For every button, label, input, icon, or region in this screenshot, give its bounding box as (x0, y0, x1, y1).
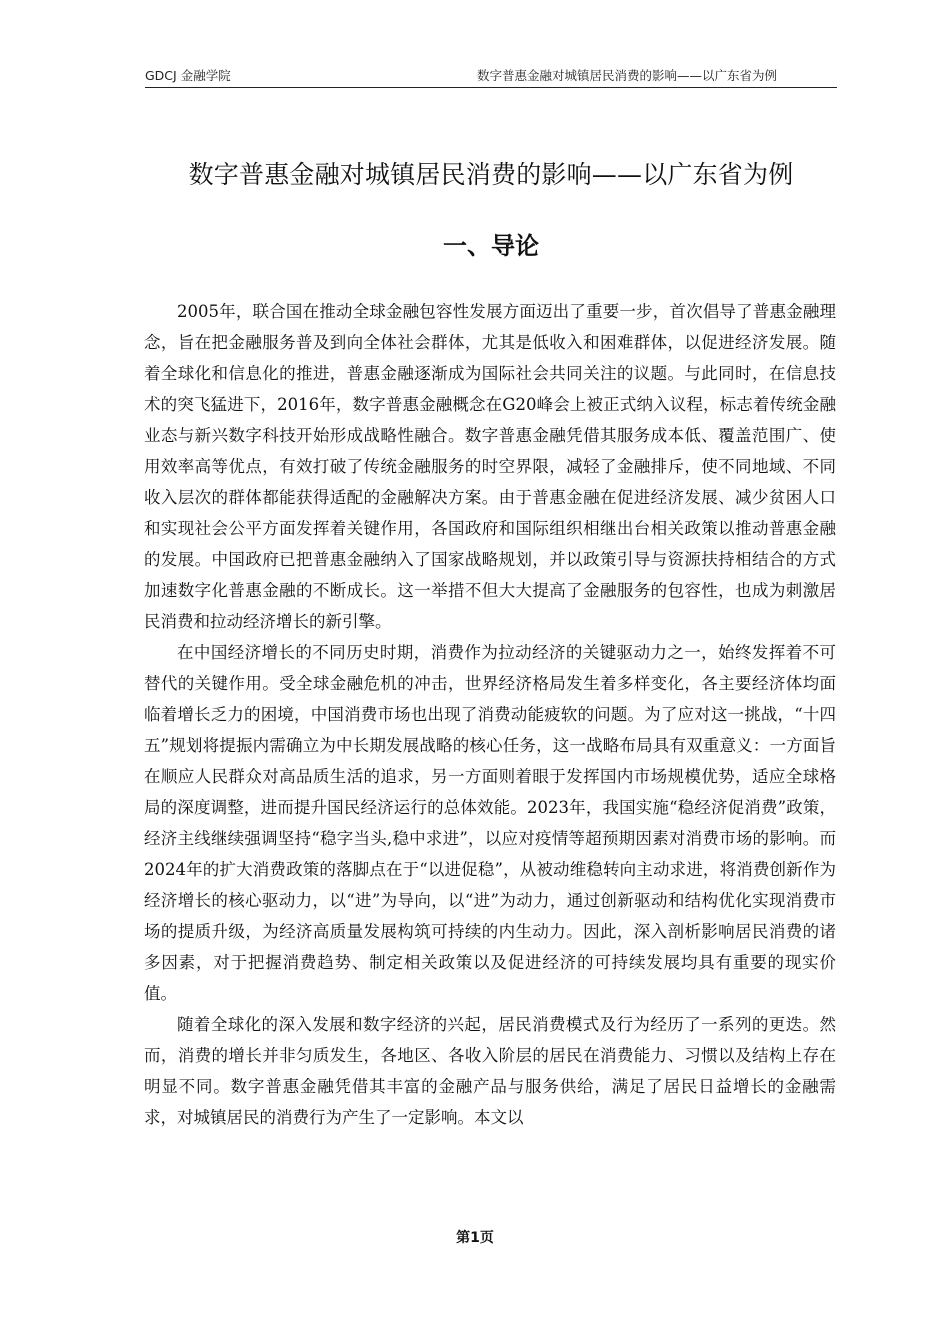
paragraph: 在中国经济增长的不同历史时期，消费作为拉动经济的关键驱动力之一，始终发挥着不可替代的关键作用。受全球金融危机的冲击，世界经济格局发生着多样变化，各主要经济体均面临着增长乏力的困境，中国消费市场也出现了消费动能疲软的问题。为了应对这一挑战，“十四五”规划将提振内需确立为中长期发展战略的核心任务，这一战略布局具有双重意义：一方面旨在顺应人民群众对高品质生活的追求，另一方面则着眼于发挥国内市场规模优势，适应全球格局的深度调整，进而提升国民经济运行的总体效能。2023年，我国实施“稳经济促消费”政策，经济主线继续强调坚持“稳字当头,稳中求进”，以应对疫情等超预期因素对消费市场的影响。而2024年的扩大消费政策的落脚点在于“以进促稳”，从被动维稳转向主动求进，将消费创新作为经济增长的核心驱动力，以“进”为导向，以“进”为动力，通过创新驱动和结构优化实现消费市场的提质升级，为经济高质量发展构筑可持续的内生动力。因此，深入剖析影响居民消费的诸多因素，对于把握消费趋势、制定相关政策以及促进经济的可持续发展均具有重要的现实价值。 (144, 643, 836, 1003)
body-text (144, 296, 836, 1133)
paragraph: 2005年，联合国在推动全球金融包容性发展方面迈出了重要一步，首次倡导了普惠金融理念，旨在把金融服务普及到向全体社会群体，尤其是低收入和困难群体，以促进经济发展。随着全球化和信息化的推进，普惠金融逐渐成为国际社会共同关注的议题。与此同时，在信息技术的突飞猛进下，2016年，数字普惠金融概念在G20峰会上被正式纳入议程，标志着传统金融业态与新兴数字科技开始形成战略性融合。数字普惠金融凭借其服务成本低、覆盖范围广、使用效率高等优点，有效打破了传统金融服务的时空界限，减轻了金融排斥，使不同地域、不同收入层次的群体都能获得适配的金融解决方案。由于普惠金融在促进经济发展、减少贫困人口和实现社会公平方面发挥着关键作用，各国政府和国际组织相继出台相关政策以推动普惠金融的发展。中国政府已把普惠金融纳入了国家战略规划，并以政策引导与资源扶持相结合的方式加速数字化普惠金融的不断成长。这一举措不但大大提高了金融服务的包容性，也成为刺激居民消费和拉动经济增长的新引擎。 (144, 302, 836, 631)
document-title: 数字普惠金融对城镇居民消费的影响——以广东省为例 (188, 160, 794, 189)
header-institution: GDCJ 金融学院 (145, 68, 231, 83)
header-running-title: 数字普惠金融对城镇居民消费的影响——以广东省为例 (476, 68, 777, 83)
running-header (145, 66, 837, 88)
page-number: 第1页 (456, 1230, 494, 1246)
section-heading: 一、导论 (443, 232, 539, 260)
paragraph: 随着全球化的深入发展和数字经济的兴起，居民消费模式及行为经历了一系列的更迭。然而，消费的增长并非匀质发生，各地区、各收入阶层的居民在消费能力、习惯以及结构上存在明显不同。数字普惠金融凭借其丰富的金融产品与服务供给，满足了居民日益增长的金融需求，对城镇居民的消费行为产生了一定影响。本文以 (144, 1015, 836, 1127)
